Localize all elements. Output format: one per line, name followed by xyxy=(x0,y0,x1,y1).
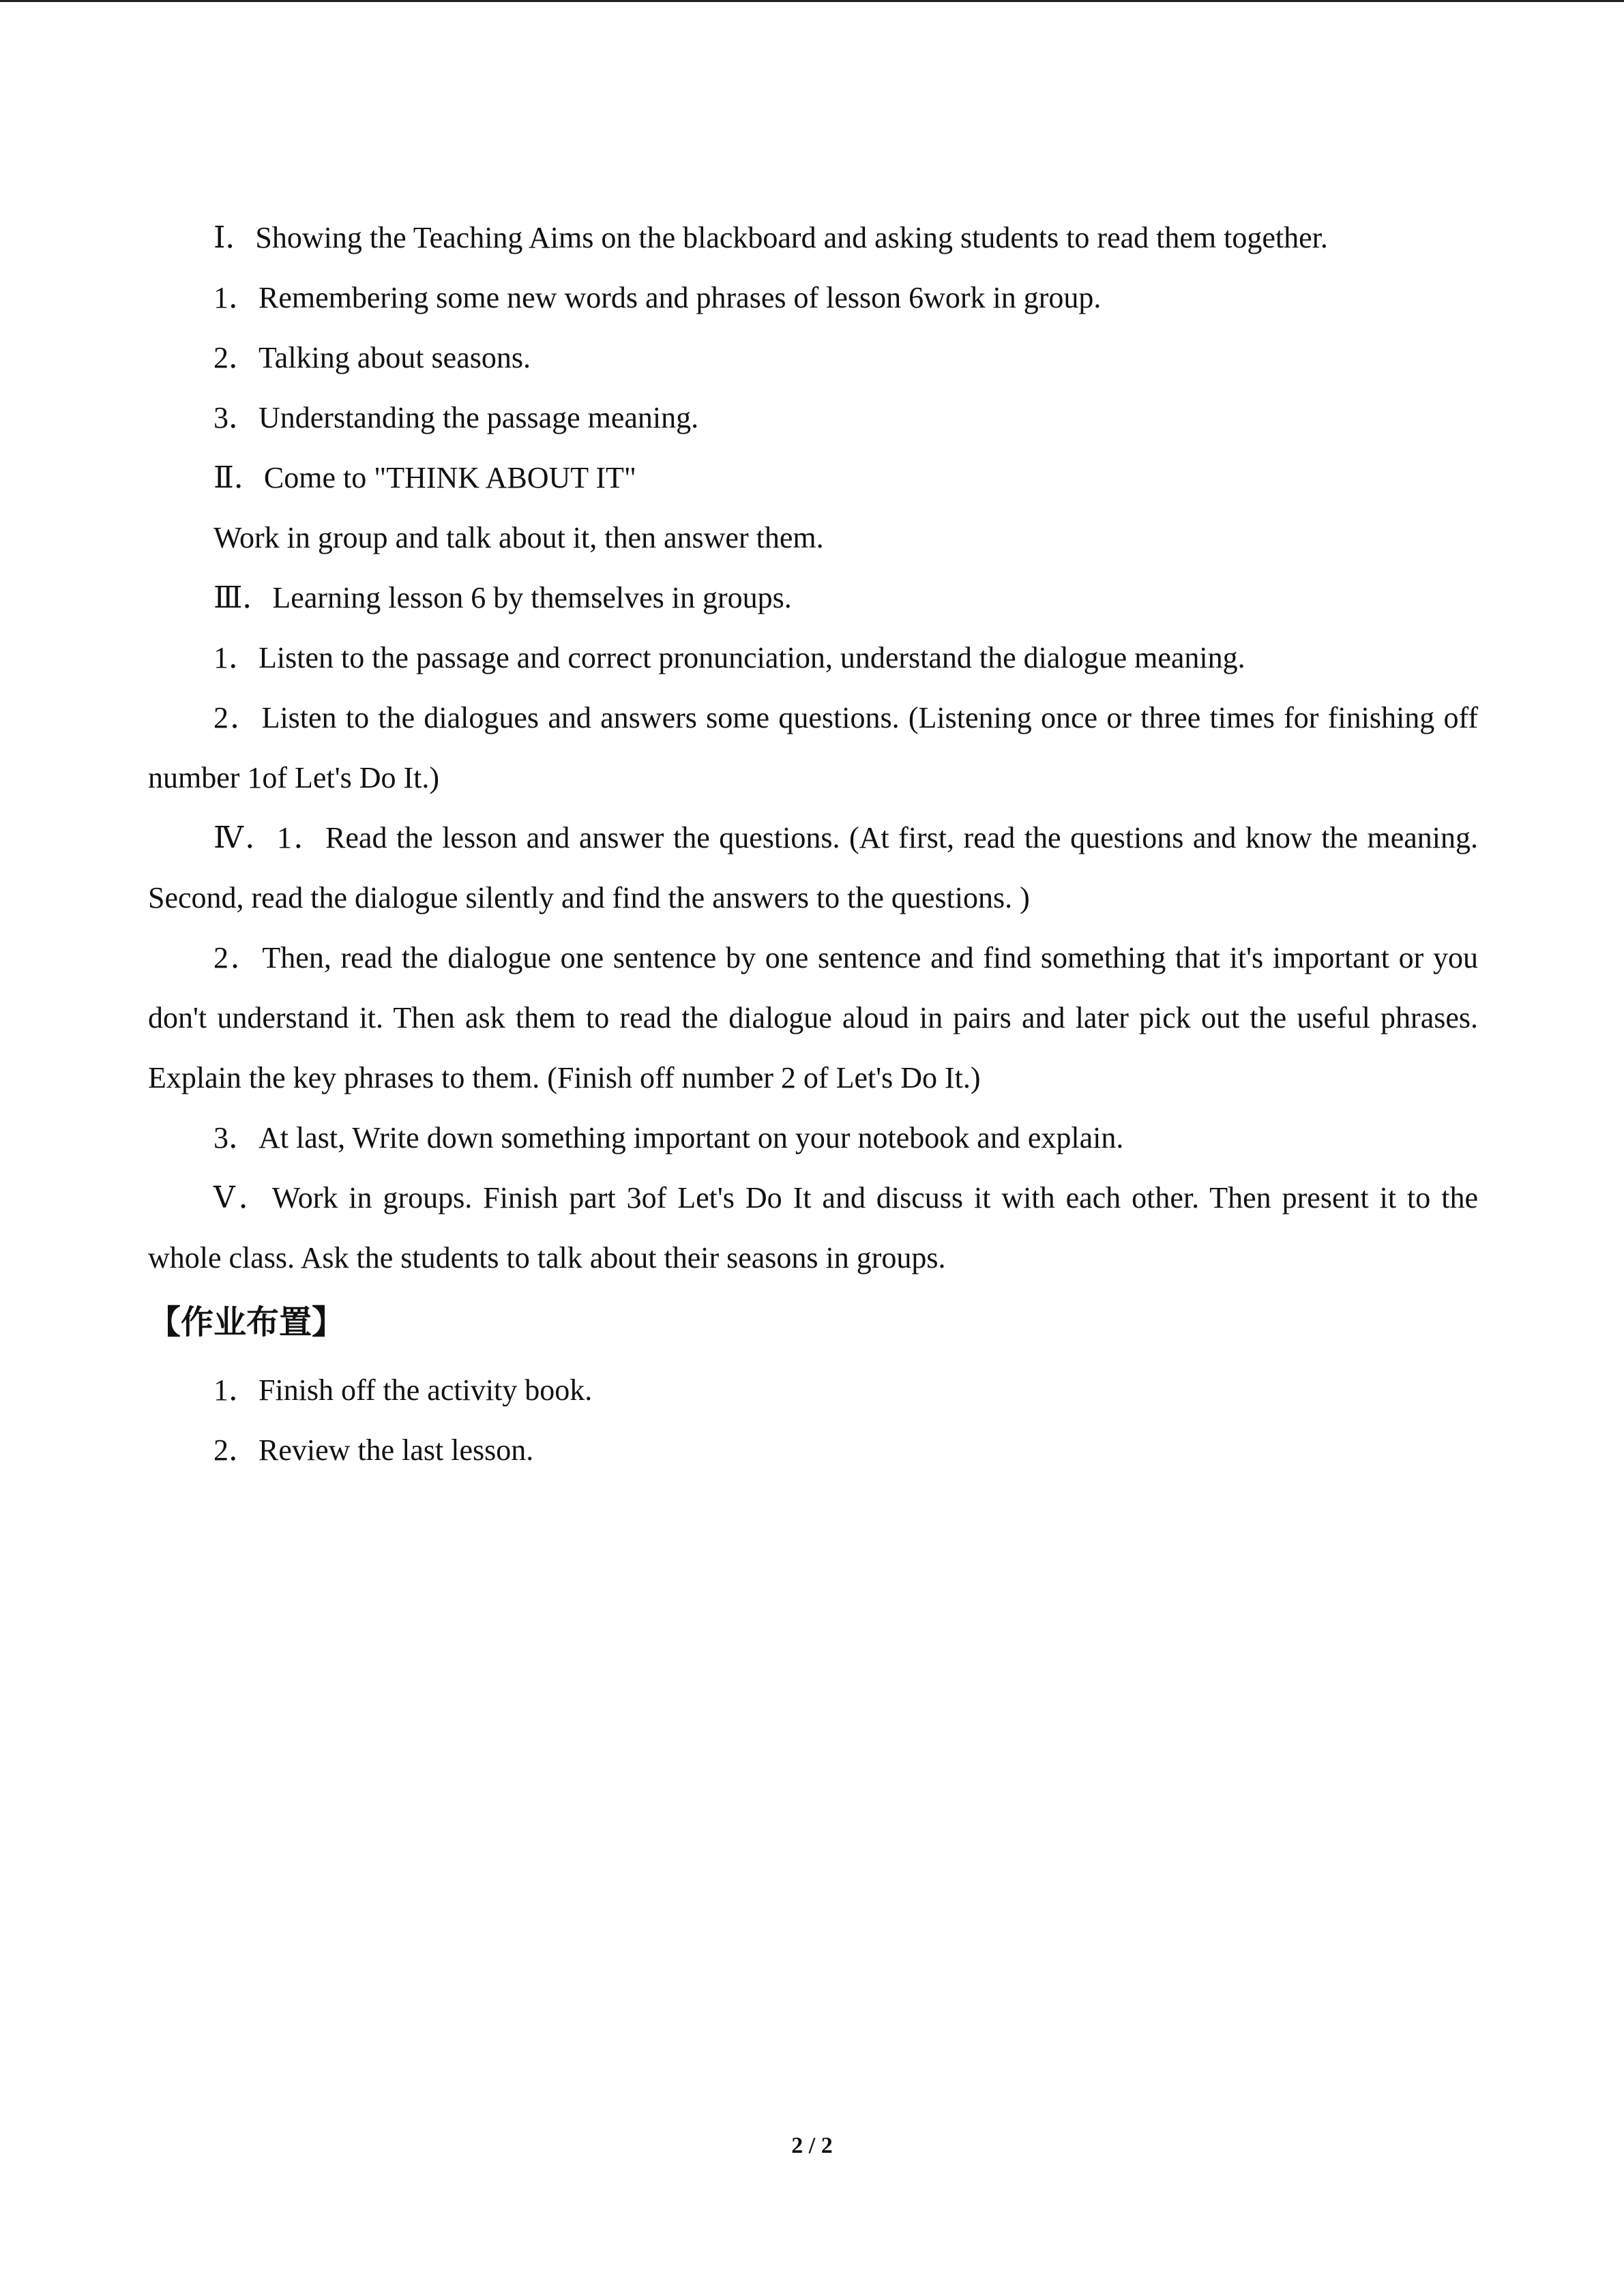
teaching-step-3: Ⅲ．Learning lesson 6 by themselves in groups. xyxy=(213,581,792,614)
page-number: 2 / 2 xyxy=(791,2133,833,2158)
step-2-instruction: Work in group and talk about it, then answer them. xyxy=(213,521,824,554)
document-body xyxy=(148,208,1478,1480)
step-4-item-3: 3．At last, Write down something important on your notebook and explain. xyxy=(213,1121,1124,1154)
teaching-step-4: Ⅳ．1．Read the lesson and answer the questions. (At first, read the questions and know the meaning. Second, read the dialogue silently and find the answers to the questions. ) xyxy=(148,821,1478,914)
aim-item-3: 3．Understanding the passage meaning. xyxy=(213,401,699,434)
homework-item: 1．Finish off the activity book. xyxy=(213,1373,593,1407)
top-border-line xyxy=(0,0,1624,2)
homework-heading: 【作业布置】 xyxy=(148,1303,345,1341)
aim-item-1: 1．Remembering some new words and phrases of lesson 6work in group. xyxy=(213,281,1102,314)
homework-list xyxy=(148,1360,1478,1480)
step-4-item-2: 2．Then, read the dialogue one sentence by one sentence and find something that it's important or you don't understand it. Then ask them to read the dialogue aloud in pairs and later pick out the useful phrases. Explain the key phrases to them. (Finish off number 2 of Let's Do It.) xyxy=(148,941,1478,1094)
step-3-item-2: 2．Listen to the dialogues and answers some questions. (Listening once or three times for finishing off number 1of Let's Do It.) xyxy=(148,701,1478,794)
teaching-step-1: Ⅰ．Showing the Teaching Aims on the blackboard and asking students to read them together. xyxy=(213,221,1328,254)
aim-item-2: 2．Talking about seasons. xyxy=(213,341,531,374)
teaching-step-2: Ⅱ．Come to "THINK ABOUT IT" xyxy=(213,461,636,494)
step-3-item-1: 1．Listen to the passage and correct pronunciation, understand the dialogue meaning. xyxy=(213,641,1245,674)
teaching-step-5: Ⅴ．Work in groups. Finish part 3of Let's Do It and discuss it with each other. Then present it to the whole class. Ask the students to talk about their seasons in groups. xyxy=(148,1181,1478,1274)
homework-item: 2．Review the last lesson. xyxy=(213,1433,534,1467)
